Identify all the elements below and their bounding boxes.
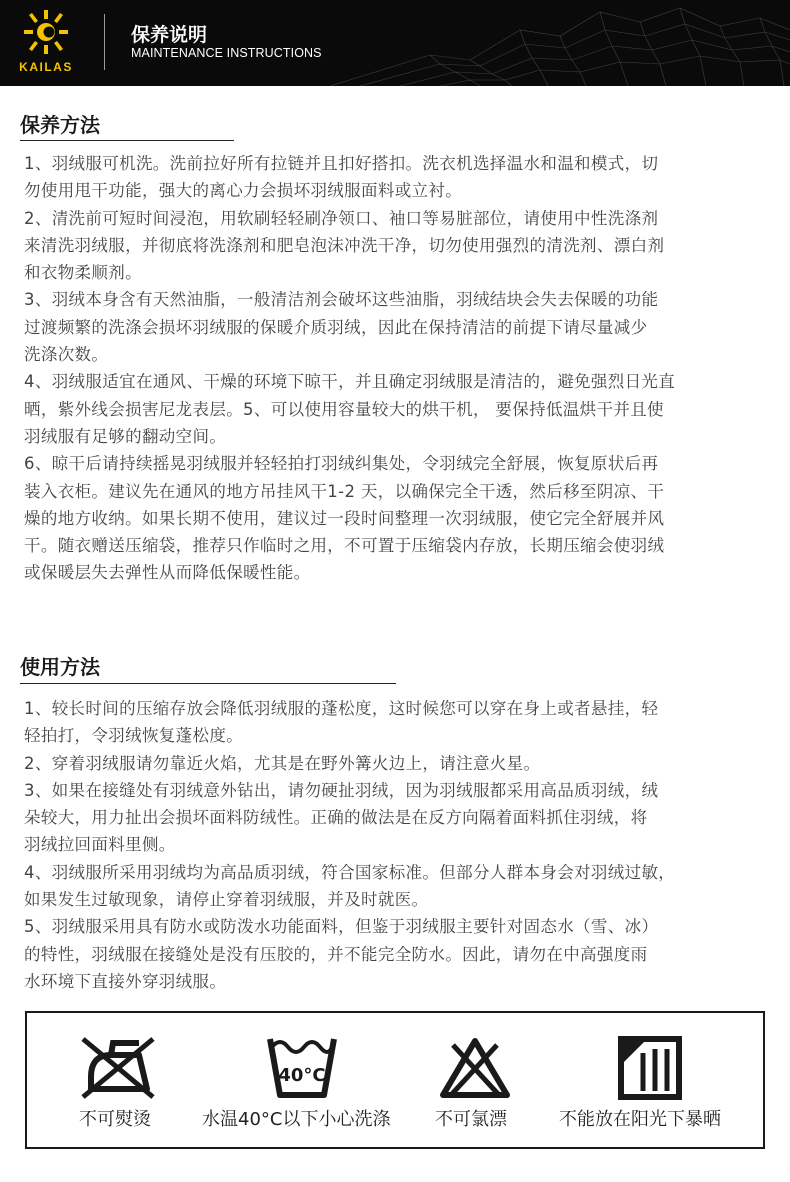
care-label: 不可熨烫	[79, 1109, 151, 1130]
no-sun-dry-icon	[617, 1035, 683, 1101]
usage-text	[24, 695, 780, 995]
text-line: 装入衣柜。建议先在通风的地方吊挂风干1-2 天，以确保完全干透，然后移至阴凉、干	[24, 481, 665, 501]
text-line: 或保暖层失去弹性从而降低保暖性能。	[24, 563, 311, 583]
text-line: 干。随衣赠送压缩袋，推荐只作临时之用，不可置于压缩袋内存放，长期压缩会使羽绒	[24, 536, 665, 556]
text-line: 6、晾干后请持续摇晃羽绒服并轻轻拍打羽绒纠集处，令羽绒完全舒展，恢复原状后再	[24, 454, 659, 474]
text-line: 5、羽绒服采用具有防水或防泼水功能面料，但鉴于羽绒服主要针对固态水（雪、冰）	[24, 917, 659, 937]
care-label: 不可氯漂	[435, 1109, 507, 1130]
care-item-no-bleach	[435, 1013, 517, 1147]
sun-logo-icon	[20, 10, 72, 56]
kailas-logo	[14, 10, 78, 76]
care-item-no-sun-dry	[559, 1013, 741, 1147]
text-line: 勿使用甩干功能，强大的离心力会损坏羽绒服面料或立衬。	[24, 181, 463, 201]
page-title: 保养说明	[131, 24, 208, 46]
text-line: 燥的地方收纳。如果长期不使用，建议过一段时间整理一次羽绒服，使它完全舒展并风	[24, 508, 665, 528]
text-line: 羽绒服有足够的翻动空间。	[24, 426, 227, 446]
text-line: 4、羽绒服所采用羽绒均为高品质羽绒，符合国家标准。但部分人群本身会对羽绒过敏，	[24, 862, 676, 882]
care-symbols-box	[25, 1011, 765, 1149]
section-title-usage: 使用方法	[20, 655, 100, 679]
page-subtitle: MAINTENANCE INSTRUCTIONS	[131, 46, 322, 60]
text-line: 如果发生过敏现象，请停止穿着羽绒服，并及时就医。	[24, 890, 429, 910]
text-line: 3、如果在接缝处有羽绒意外钻出，请勿硬扯羽绒，因为羽绒服都采用高品质羽绒，绒	[24, 780, 659, 800]
text-line: 过渡频繁的洗涤会损坏羽绒服的保暖介质羽绒，因此在保持清洁的前提下请尽量减少	[24, 317, 648, 337]
text-line: 朵较大，用力扯出会损坏面料防绒性。正确的做法是在反方向隔着面料抓住羽绒，将	[24, 808, 648, 828]
section-rule	[20, 140, 234, 141]
section-title-maintenance: 保养方法	[20, 113, 100, 137]
brand-name: KAILAS	[19, 60, 73, 74]
text-line: 1、羽绒服可机洗。洗前拉好所有拉链并且扣好搭扣。洗衣机选择温水和温和模式，切	[24, 154, 659, 173]
care-item-no-iron	[77, 1013, 159, 1147]
text-line: 晒，紫外线会损害尼龙表层。5、可以使用容量较大的烘干机， 要保持低温烘干并且使	[24, 399, 664, 419]
text-line: 水环境下直接外穿羽绒服。	[24, 971, 227, 991]
care-item-wash-40c	[202, 1013, 407, 1147]
text-line: 的特性，羽绒服在接缝处是没有压胶的，并不能完全防水。因此，请勿在中高强度雨	[24, 944, 648, 964]
text-line: 和衣物柔顺剂。	[24, 263, 142, 283]
text-line: 2、穿着羽绒服请勿靠近火焰，尤其是在野外篝火边上，请注意火星。	[24, 753, 541, 773]
text-line: 4、羽绒服适宜在通风、干燥的环境下晾干，并且确定羽绒服是清洁的，避免强烈日光直	[24, 372, 676, 392]
text-line: 3、羽绒本身含有天然油脂，一般清洁剂会破坏这些油脂，羽绒结块会失去保暖的功能	[24, 290, 659, 310]
no-bleach-icon	[439, 1037, 511, 1099]
maintenance-text	[24, 150, 780, 587]
text-line: 来清洗羽绒服，并彻底将洗涤剂和肥皂泡沫冲洗干净，切勿使用强烈的清洗剂、漂白剂	[24, 235, 665, 255]
header-banner	[0, 0, 790, 86]
text-line: 2、清洗前可短时间浸泡，用软刷轻轻刷净领口、袖口等易脏部位，请使用中性洗涤剂	[24, 208, 659, 228]
wash-temp-text: 40°C	[278, 1065, 326, 1086]
text-line: 轻拍打，令羽绒恢复蓬松度。	[24, 726, 244, 746]
wash-40c-gentle-icon	[266, 1031, 338, 1099]
mountain-mesh-graphic	[0, 0, 790, 86]
care-label: 水温40°C以下小心洗涤	[202, 1109, 391, 1130]
section-rule	[20, 683, 396, 684]
care-label: 不能放在阳光下暴晒	[559, 1109, 721, 1130]
text-line: 洗涤次数。	[24, 345, 109, 365]
text-line: 1、较长时间的压缩存放会降低羽绒服的蓬松度，这时候您可以穿在身上或者悬挂，轻	[24, 699, 659, 718]
text-line: 羽绒拉回面料里侧。	[24, 835, 176, 855]
no-iron-icon	[81, 1035, 155, 1099]
header-divider	[104, 14, 105, 70]
